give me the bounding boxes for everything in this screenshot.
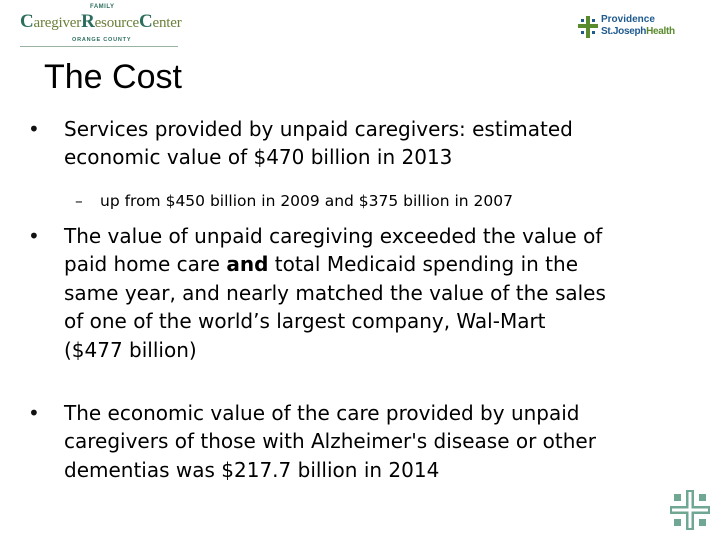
bullet-line: dementias was $217.7 billion in 2014 [64,457,440,482]
bullet-line: of one of the world’s largest company, Wal-Mart [64,309,546,334]
bullet-item [64,115,684,172]
cross-icon [578,16,598,38]
slide-title: The Cost [44,58,182,96]
bullet-text: paid home care [64,252,227,277]
bullet-marker: • [28,401,40,425]
logo-letter: C [20,11,34,32]
caregiver-resource-center-logo [20,4,182,47]
bullet-marker: • [28,117,40,141]
bullet-line: same year, and nearly matched the value of the sales [64,280,606,305]
logo-wordmark [20,11,182,33]
logo-letter: C [139,11,153,32]
bullet-line: Services provided by unpaid caregivers: estimated [64,117,573,141]
bullet-emphasis: and [226,252,269,277]
sub-bullet-marker: – [75,192,83,210]
bullet-line: The value of unpaid caregiving exceeded the value of [64,224,603,248]
bullet-line: economic value of $470 billion in 2013 [64,145,453,170]
logo-st-joseph-health-text [601,26,675,37]
bullet-item [64,222,684,364]
bullet-line: The economic value of the care provided by unpaid [64,401,580,425]
providence-st-joseph-health-logo [578,14,688,42]
logo-family-text: FAMILY [90,4,115,10]
logo-text: esource [94,15,139,31]
bullet-text: total Medicaid spending in the [268,252,578,277]
logo-st-joseph-text: St.Joseph [601,26,647,37]
watermark-cross-icon [668,488,712,532]
sub-bullet-item: up from $450 billion in 2009 and $375 billion in 2007 [100,192,513,210]
logo-letter: R [81,11,95,32]
bullet-marker: • [28,224,40,248]
bullet-line: caregivers of those with Alzheimer's disease or other [64,429,596,454]
logo-text: enter [152,15,182,31]
bullet-line: ($477 billion) [64,337,197,362]
logo-health-text: Health [646,26,675,37]
logo-text: aregiver [33,15,82,31]
bullet-line [64,250,684,278]
logo-county-text: ORANGE COUNTY [72,37,132,43]
bullet-item [64,399,684,484]
logo-providence-text: Providence [601,14,655,25]
